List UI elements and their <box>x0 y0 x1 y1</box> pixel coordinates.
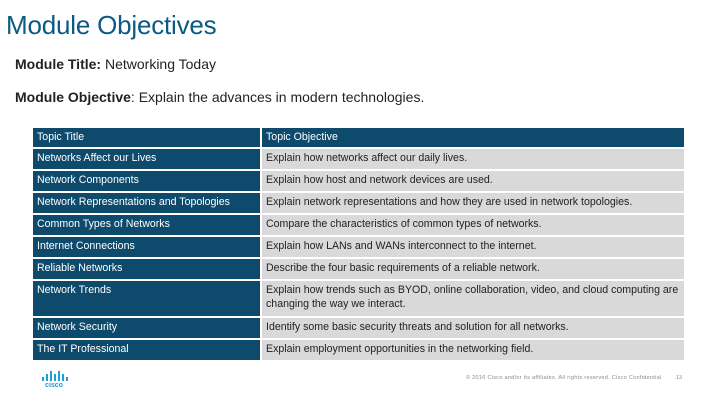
topic-objective-cell: Identify some basic security threats and solution for all networks. <box>262 318 684 338</box>
table-row <box>33 193 684 213</box>
table-row <box>33 259 684 279</box>
topic-title-cell: Network Trends <box>33 281 262 316</box>
table-row <box>33 215 684 235</box>
module-objective-value: : Explain the advances in modern technologies. <box>130 89 425 105</box>
topic-objective-cell: Explain how trends such as BYOD, online collaboration, video, and cloud computing are changing the way we interact. <box>262 281 684 316</box>
table-row <box>33 171 684 191</box>
copyright-notice: © 2016 Cisco and/or its affiliates. All rights reserved. Cisco Confidential <box>466 375 662 381</box>
topic-title-cell: Common Types of Networks <box>33 215 262 235</box>
topic-title-cell: Network Components <box>33 171 262 191</box>
topic-objective-cell: Describe the four basic requirements of a reliable network. <box>262 259 684 279</box>
topic-objective-cell: Explain employment opportunities in the networking field. <box>262 340 684 360</box>
page-number: 13 <box>676 375 683 381</box>
topic-title-cell: Reliable Networks <box>33 259 262 279</box>
cisco-logo <box>40 371 68 389</box>
topic-objective-cell: Compare the characteristics of common types of networks. <box>262 215 684 235</box>
objectives-table <box>33 126 684 362</box>
table-row <box>33 237 684 257</box>
header-topic-objective: Topic Objective <box>262 128 684 147</box>
table-row <box>33 281 684 316</box>
module-title-value: Networking Today <box>101 56 216 72</box>
table-row <box>33 149 684 169</box>
module-objective-line <box>15 89 424 105</box>
topic-title-cell: Network Security <box>33 318 262 338</box>
topic-title-cell: Internet Connections <box>33 237 262 257</box>
module-title-label: Module Title: <box>15 56 102 72</box>
header-topic-title: Topic Title <box>33 128 262 147</box>
slide-title: Module Objectives <box>6 10 217 40</box>
table-row <box>33 318 684 338</box>
topic-objective-cell: Explain how networks affect our daily lives. <box>262 149 684 169</box>
topic-objective-cell: Explain network representations and how they are used in network topologies. <box>262 193 684 213</box>
table-header-row <box>33 128 684 147</box>
topic-objective-cell: Explain how LANs and WANs interconnect to the internet. <box>262 237 684 257</box>
table-row <box>33 340 684 360</box>
topic-title-cell: Network Representations and Topologies <box>33 193 262 213</box>
module-objective-label: Module Objective <box>15 89 131 105</box>
topic-title-cell: The IT Professional <box>33 340 262 360</box>
topic-title-cell: Networks Affect our Lives <box>33 149 262 169</box>
module-title-line <box>15 56 216 72</box>
topic-objective-cell: Explain how host and network devices are used. <box>262 171 684 191</box>
cisco-logo-text: cisco <box>45 382 63 389</box>
